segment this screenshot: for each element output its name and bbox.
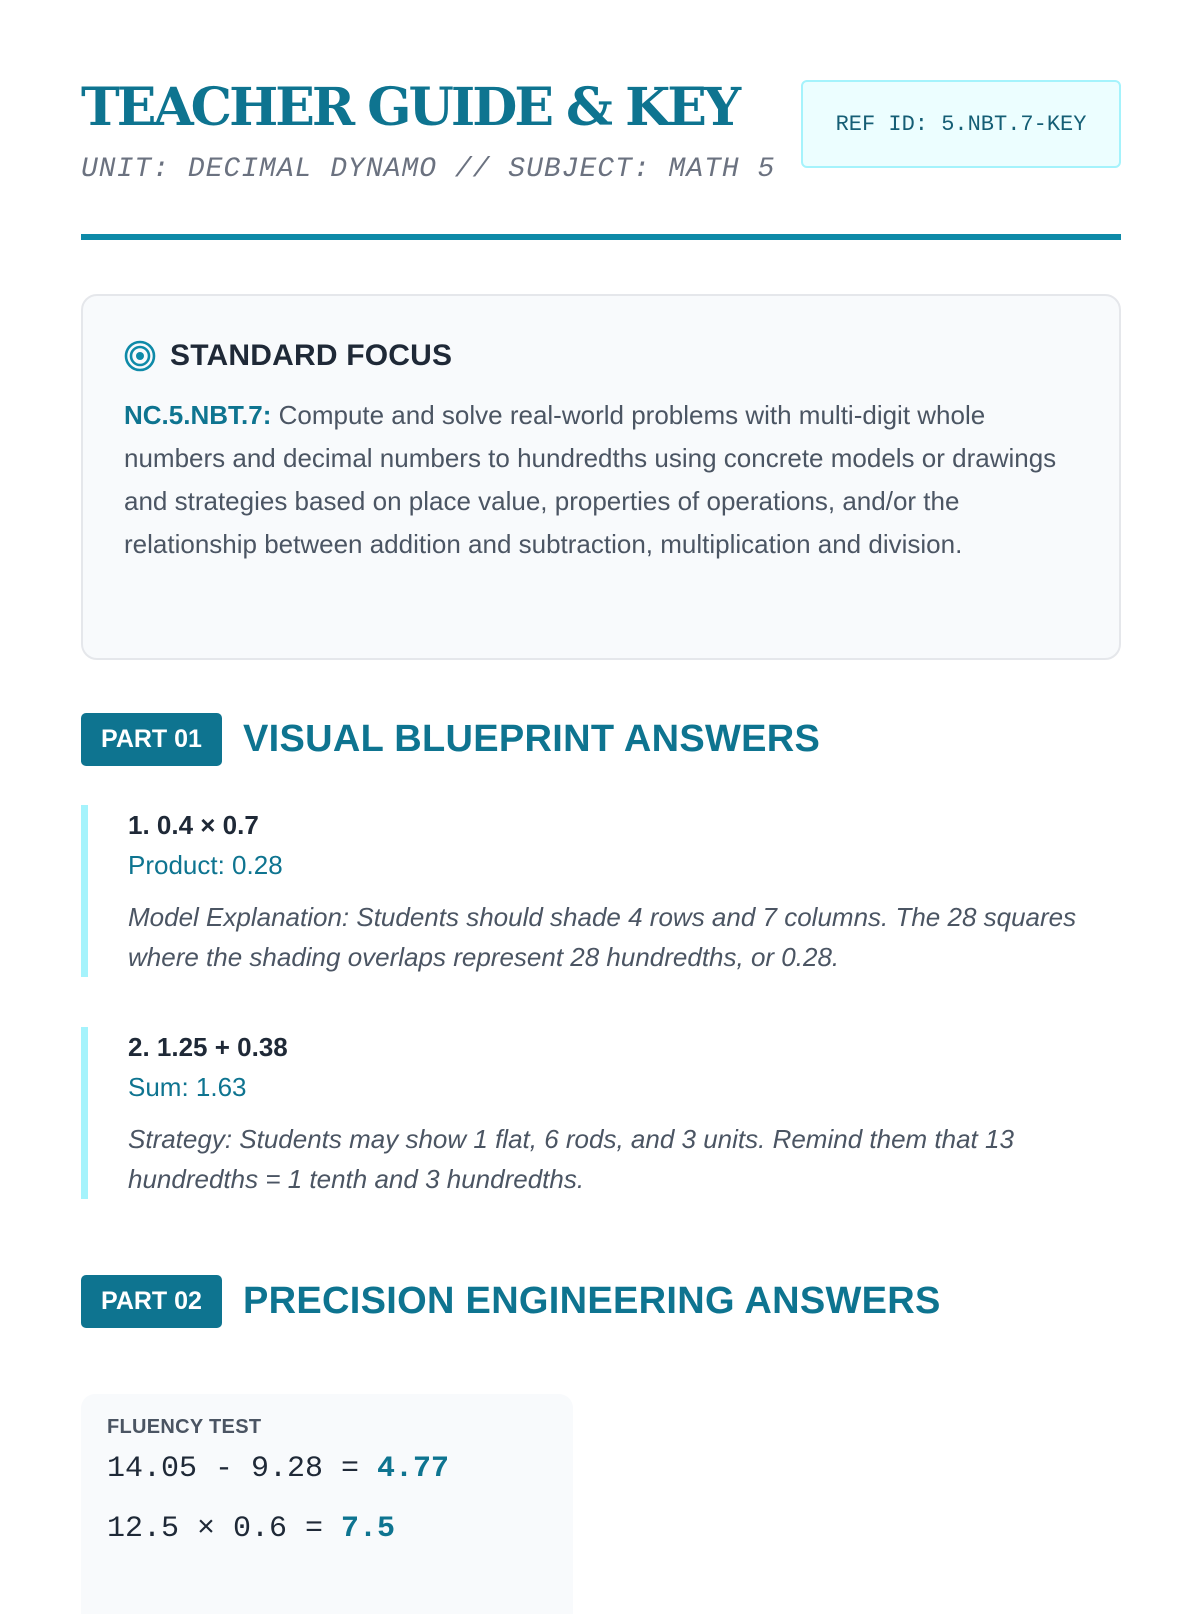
fluency-expression: 14.05 - 9.28 = [107,1452,378,1486]
answer-value: Sum: 1.63 [128,1072,247,1102]
answer-question: 2. 1.25 + 0.38 [128,1032,288,1062]
fluency-answer: 4.77 [377,1452,450,1486]
answer-explanation: Model Explanation: Students should shade 4 rows and 7 columns. The 28 squares where the shading overlaps represent 28 hundredths, or 0.28. [128,902,1077,972]
standard-focus-card [81,294,1121,660]
fluency-test-card [81,1394,573,1614]
part-2-badge: PART 02 [81,1275,222,1328]
fluency-answer: 7.5 [341,1512,396,1546]
ref-id-text: REF ID: 5.NBT.7-KEY [835,111,1087,137]
page-header [81,0,1121,242]
part-1-heading [81,713,820,766]
header-divider [81,234,1121,240]
fluency-test-label: FLUENCY TEST [107,1416,262,1438]
answer-explanation: Strategy: Students may show 1 flat, 6 rods, and 3 units. Remind them that 13 hundredths = 1 tenth and 3 hundredths. [128,1124,1014,1194]
page-subtitle: UNIT: DECIMAL DYNAMO // SUBJECT: MATH 5 [81,154,776,185]
page-title: TEACHER GUIDE & KEY [81,77,739,138]
answer-item-2 [81,1027,1121,1199]
answer-value: Product: 0.28 [128,850,283,880]
fluency-row [107,1499,547,1559]
answer-question: 1. 0.4 × 0.7 [128,810,259,840]
standard-description: Compute and solve real-world problems with multi-digit whole numbers and decimal numbers to hundredths using concrete models or drawings and strategies based on place value, properties of operations, and/or the relationship between addition and subtraction, multiplication and division. [124,400,1057,559]
standard-code: NC.5.NBT.7: [124,400,272,430]
target-icon [124,340,156,372]
standard-focus-heading [124,338,1079,374]
part-1-badge: PART 01 [81,713,222,766]
standard-focus-text [124,394,1079,566]
part-2-title: PRECISION ENGINEERING ANSWERS [242,1280,941,1322]
fluency-expression: 12.5 × 0.6 = [107,1512,342,1546]
part-1-title: VISUAL BLUEPRINT ANSWERS [242,718,821,760]
ref-id-badge [801,80,1121,168]
answer-item-1 [81,805,1121,977]
teacher-guide-page [81,0,1121,1546]
standard-focus-title: STANDARD FOCUS [170,339,453,372]
fluency-row [107,1439,547,1499]
part-2-heading [81,1275,941,1328]
